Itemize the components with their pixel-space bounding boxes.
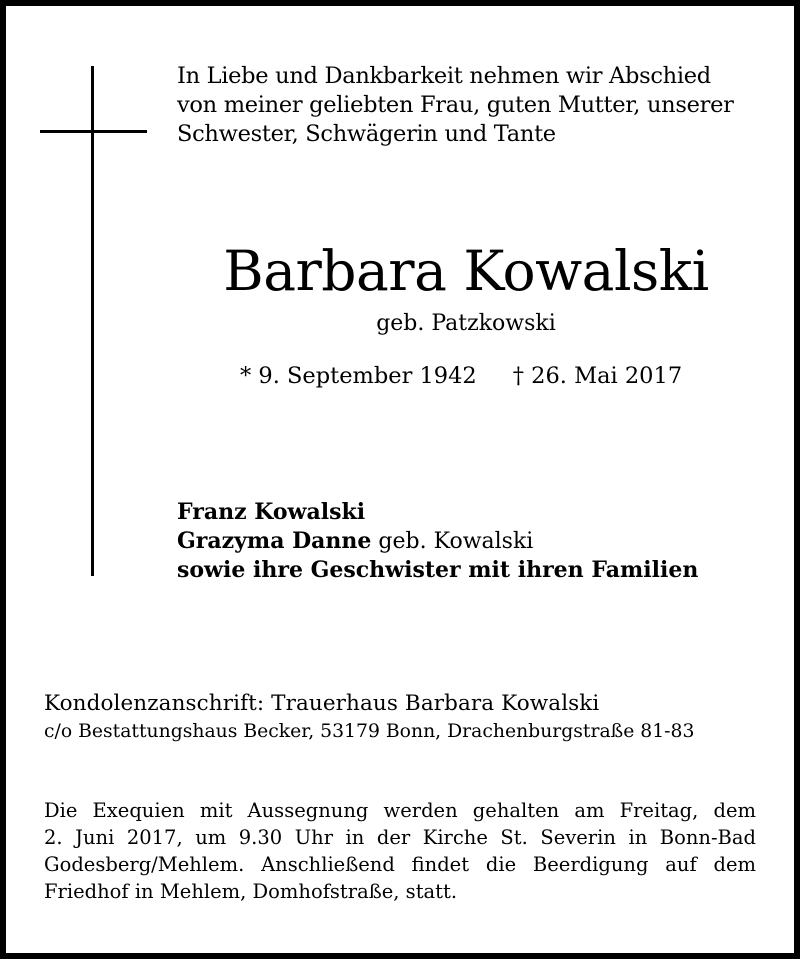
intro-text	[177, 62, 767, 149]
address-line: c/o Bestattungshaus Becker, 53179 Bonn, Drachenburgstraße 81-83	[44, 721, 695, 742]
maiden-name: geb. Patzkowski	[376, 311, 556, 336]
intro-line: von meiner geliebten Frau, guten Mutter, unserer	[177, 92, 734, 118]
mourner-maiden-name: geb. Kowalski	[371, 529, 534, 554]
condolence-address	[44, 690, 694, 746]
service-line: Die Exequien mit Aussegnung werden gehalten am Freitag, dem	[44, 799, 756, 822]
life-dates	[240, 361, 682, 391]
mourners-block	[177, 498, 698, 585]
mourner-name: Franz Kowalski	[177, 499, 366, 525]
intro-line: Schwester, Schwägerin und Tante	[177, 121, 556, 147]
service-line: 2. Juni 2017, um 9.30 Uhr in der Kirche St. Severin in Bonn-Bad	[44, 826, 756, 849]
mourner-family-line: sowie ihre Geschwister mit ihren Familien	[177, 557, 699, 583]
service-line: Friedhof in Mehlem, Domhofstraße, statt.	[44, 880, 458, 903]
cross-horizontal-bar	[40, 130, 147, 133]
intro-line: In Liebe und Dankbarkeit nehmen wir Abschied	[177, 63, 711, 89]
deceased-name: Barbara Kowalski	[223, 239, 709, 303]
birth-date: * 9. September 1942	[240, 363, 477, 389]
funeral-service-info	[44, 797, 756, 905]
address-line: Kondolenzanschrift: Trauerhaus Barbara Kowalski	[44, 691, 600, 716]
service-line: Godesberg/Mehlem. Anschließend findet die Beerdigung auf dem	[44, 853, 756, 876]
death-date: † 26. Mai 2017	[512, 363, 683, 389]
mourner-name: Grazyma Danne	[177, 528, 372, 554]
